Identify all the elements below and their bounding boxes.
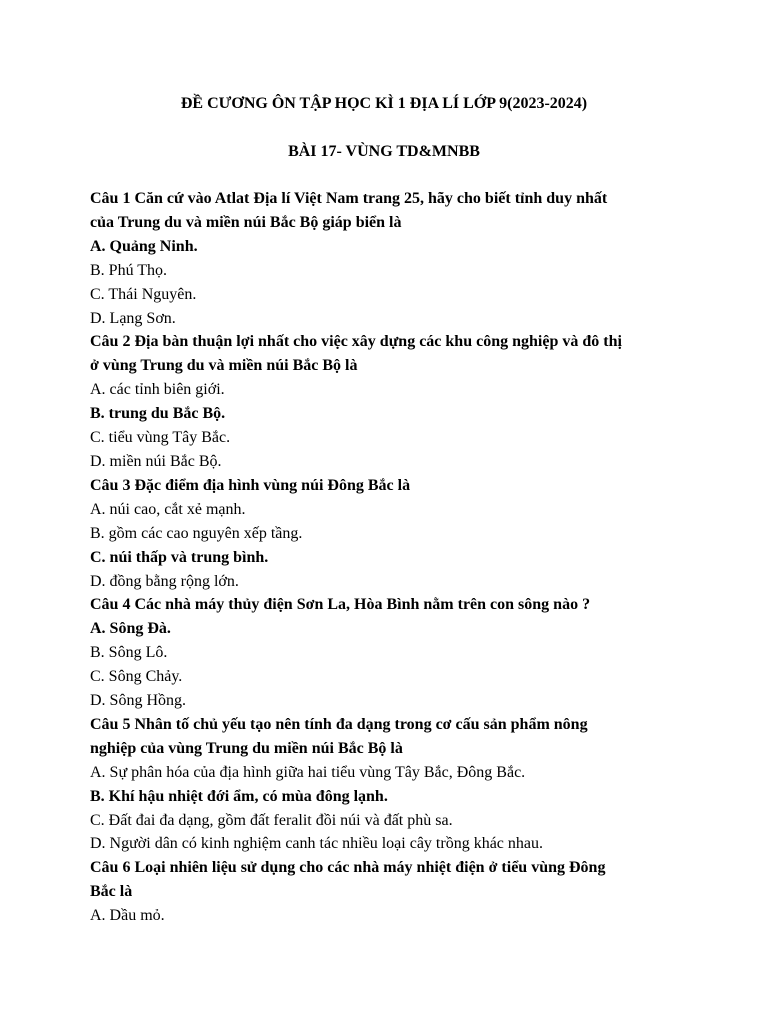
lesson-title: BÀI 17- VÙNG TD&MNBB [288,143,480,160]
question-block [90,330,690,473]
question-text: Câu 3 Đặc điểm địa hình vùng núi Đông Bắc là [90,476,411,494]
answer-option: D. Người dân có kinh nghiệm canh tác nhiều loại cây trồng khác nhau. [90,835,543,853]
question-block [90,856,690,928]
question-text: Câu 1 Căn cứ vào Atlat Địa lí Việt Nam trang 25, hãy cho biết tỉnh duy nhất [90,190,608,207]
answer-option: C. Thái Nguyên. [90,285,197,303]
question-text: ở vùng Trung du và miền núi Bắc Bộ là [90,357,358,375]
answer-option: B. gồm các cao nguyên xếp tầng. [90,524,303,542]
answer-option-correct: C. núi thấp và trung bình. [90,548,269,566]
question-text: của Trung du và miền núi Bắc Bộ giáp biển là [90,213,402,231]
question-text: nghiệp của vùng Trung du miền núi Bắc Bộ là [90,739,403,757]
answer-option: D. đồng bằng rộng lớn. [90,572,239,590]
answer-option-correct: A. Sông Đà. [90,620,171,638]
answer-option: D. miền núi Bắc Bộ. [90,452,222,470]
answer-option: C. Sông Chảy. [90,668,183,686]
question-list [90,187,690,928]
question-block [90,474,690,594]
answer-option: D. Lạng Sơn. [90,309,176,327]
answer-option-correct: B. trung du Bắc Bộ. [90,405,226,423]
question-text: Câu 6 Loại nhiên liệu sử dụng cho các nhà máy nhiệt điện ở tiểu vùng Đông [90,859,606,877]
answer-option: C. tiểu vùng Tây Bắc. [90,429,231,447]
question-text: Câu 4 Các nhà máy thủy điện Sơn La, Hòa Bình nằm trên con sông nào ? [90,596,591,614]
answer-option: A. Sự phân hóa của địa hình giữa hai tiểu vùng Tây Bắc, Đông Bắc. [90,763,526,781]
answer-option: A. núi cao, cắt xẻ mạnh. [90,500,246,518]
question-block [90,593,690,713]
answer-option: D. Sông Hồng. [90,692,187,710]
question-text: Câu 5 Nhân tố chủ yếu tạo nên tính đa dạng trong cơ cấu sản phẩm nông [90,715,588,733]
question-text: Bắc là [90,883,133,901]
answer-option: B. Sông Lô. [90,644,168,662]
answer-option-correct: B. Khí hậu nhiệt đới ẩm, có mùa đông lạnh. [90,787,388,805]
answer-option: B. Phú Thọ. [90,261,168,279]
question-block [90,713,690,856]
document-title: ĐỀ CƯƠNG ÔN TẬP HỌC KÌ 1 ĐỊA LÍ LỚP 9(2023-2024) [180,95,588,112]
answer-option-correct: A. Quảng Ninh. [90,237,198,255]
answer-option: C. Đất đai đa dạng, gồm đất feralit đồi núi và đất phù sa. [90,811,453,829]
question-text: Câu 2 Địa bàn thuận lợi nhất cho việc xây dựng các khu công nghiệp và đô thị [90,333,622,351]
answer-option: A. Dầu mỏ. [90,907,165,925]
question-block [90,187,690,330]
answer-option: A. các tỉnh biên giới. [90,381,225,399]
